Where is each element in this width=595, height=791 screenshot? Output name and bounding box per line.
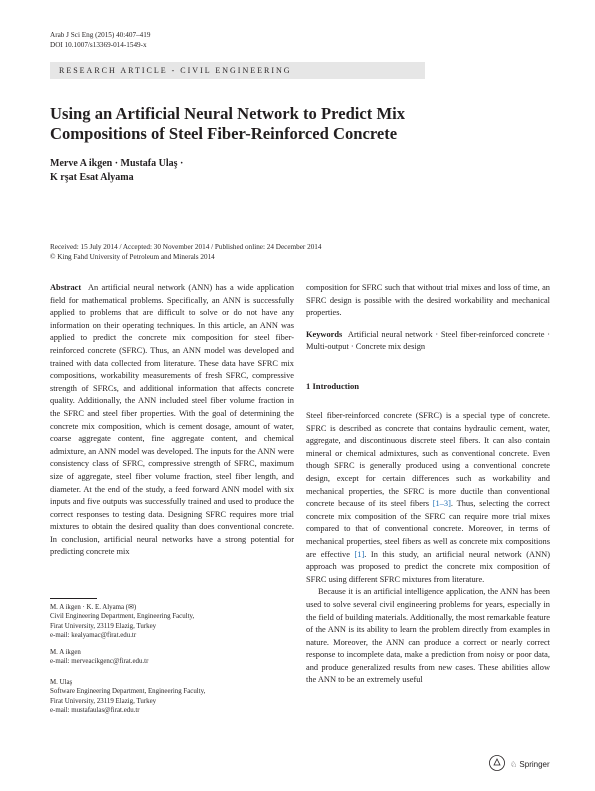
journal-citation: Arab J Sci Eng (2015) 40:407–419	[50, 31, 151, 39]
abstract	[50, 282, 294, 559]
footnote-line: Firat University, 23119 Elazig, Turkey	[50, 697, 157, 705]
footnote-line: e-mail: mustafaulas@firat.edu.tr	[50, 707, 140, 715]
abstract-continuation	[306, 282, 550, 354]
keywords	[306, 329, 550, 354]
article-type-banner	[50, 62, 425, 79]
article-type-label: RESEARCH ARTICLE - CIVIL ENGINEERING	[59, 66, 292, 75]
footnote-line: M. A ikgen · K. E. Alyama (✉)	[50, 604, 137, 611]
introduction-body	[306, 410, 550, 687]
footnote-line: M. A ikgen	[50, 649, 81, 656]
authors-line: Merve A ikgen · Mustafa Ulaş ·	[50, 158, 184, 169]
footnote-line: Firat University, 23119 Elazig, Turkey	[50, 622, 157, 630]
doi: DOI 10.1007/s13369-014-1549-x	[50, 41, 147, 49]
footnote-line: Software Engineering Department, Engineering Faculty,	[50, 688, 206, 696]
paper-title	[50, 104, 450, 144]
footnote-line: e-mail: merveacikgenc@firat.edu.tr	[50, 658, 149, 666]
keywords-label: Keywords	[306, 329, 343, 339]
affiliation-block	[50, 678, 205, 716]
affiliation-block	[50, 648, 148, 667]
author-list	[50, 157, 183, 185]
section-heading: 1 Introduction	[306, 381, 360, 391]
paragraph	[306, 410, 550, 586]
abstract-text: An artificial neural network (ANN) has a wide application field for mathematical problems. Specifically, an ANN is successfully applied to problems that are difficult to solve or do not have any information on their operating techniques. In this article, an ANN was applied to predict the concrete mix composition for steel fiber-reinforced concrete (SFRC). Thus, an ANN model was developed and trained with data collected from literature. These data have SFRC mix compositions, workability measurements of fresh SFRC, compressive strength of SFRCs, and additional information that affects concrete quality. Additionally, the ANN included steel fiber volume fraction in the SFRC and steel fiber properties. With the goal of determining the concrete mix composition, which is cement dosage, amount of water, coarse aggregate content, fine aggregate content, and chemical admixture, an ANN model was developed. The inputs for the ANN were consistency class of SFRC, compressive strength of SFRC, maximum size of aggregate, steel fiber volume fraction, steel fiber length, and diameter. At the end of the study, a feed forward ANN model with six inputs and five outputs was successfully trained and used to produce the correct responses to testing data. Designing SFRC requires more trial mixtures to obtain the desired quality than does conventional concrete. In conclusion, artificial neural networks have a strong potential for predicting concrete mix	[50, 283, 295, 557]
footnote-line: Civil Engineering Department, Engineering Faculty,	[50, 613, 195, 621]
publication-dates: Received: 15 July 2014 / Accepted: 30 November 2014 / Published online: 24 December 2014	[50, 243, 322, 251]
affiliation-block	[50, 603, 194, 641]
footnote-rule	[50, 598, 97, 599]
authors-line: K rşat Esat Alyama	[50, 172, 134, 183]
springer-horse-icon: ♘	[510, 760, 518, 769]
text-run: . In this study, an artificial neural network (ANN) approach was proposed to predict the concrete mix composition of SFRC using different SFRC mixtures from literature.	[306, 549, 550, 584]
footnote-line: M. Ulaş	[50, 679, 73, 686]
abstract-label: Abstract	[50, 283, 82, 292]
publisher-name: Springer	[519, 760, 550, 769]
paragraph: Because it is an artificial intelligence application, the ANN has been used to solve several civil engineering problems for years, especially in the field of building materials. Additionally, the most remarkable feature of the ANN is its ability to learn the problem directly from examples in nature. Moreover, the ANN can produce a correct or nearly correct response to incomplete data, make a prediction from noisy or poor data, and produce generalized results from new cases. These abilities allow the ANN to be an extremely useful	[306, 587, 550, 685]
copyright: © King Fahd University of Petroleum and Minerals 2014	[50, 253, 215, 261]
citation-link[interactable]: [1–3]	[432, 499, 451, 509]
recycle-icon	[488, 754, 506, 772]
citation-link[interactable]: [1]	[354, 549, 365, 559]
title-line: Compositions of Steel Fiber-Reinforced Concrete	[50, 124, 398, 143]
abstract-continuation-text: composition for SFRC such that without trial mixes and loss of time, an SFRC design is possible with the desired workability and mechanical properties.	[306, 283, 550, 318]
text-run: . Thus, selecting the correct concrete mix composition of the SFRC can require more trial mixes compared to that of conventional concrete. Moreover, in terms of mechanical properties, steel fibers as well as concrete mix compositions are effective	[306, 499, 550, 559]
keywords-text: Artificial neural network · Steel fiber-reinforced concrete · Multi-output · Concrete mix design	[306, 329, 551, 352]
text-run: Steel fiber-reinforced concrete (SFRC) is a special type of concrete. SFRC is described as concrete that contains hydraulic cement, water, aggregate, and discontinuous discrete steel fibers. It can also contain mineral or chemical admixtures, such as conventional concrete. Even though SFRC is generally produced using a conventional concrete design, except for certain differences such as workability and mechanical properties, the SFRC is more ductile than conventional concrete because of its steel fibers	[306, 411, 550, 509]
springer-logo	[510, 760, 550, 769]
footnote-line: e-mail: kealyamac@firat.edu.tr	[50, 632, 137, 640]
title-line: Using an Artificial Neural Network to Predict Mix	[50, 104, 406, 123]
